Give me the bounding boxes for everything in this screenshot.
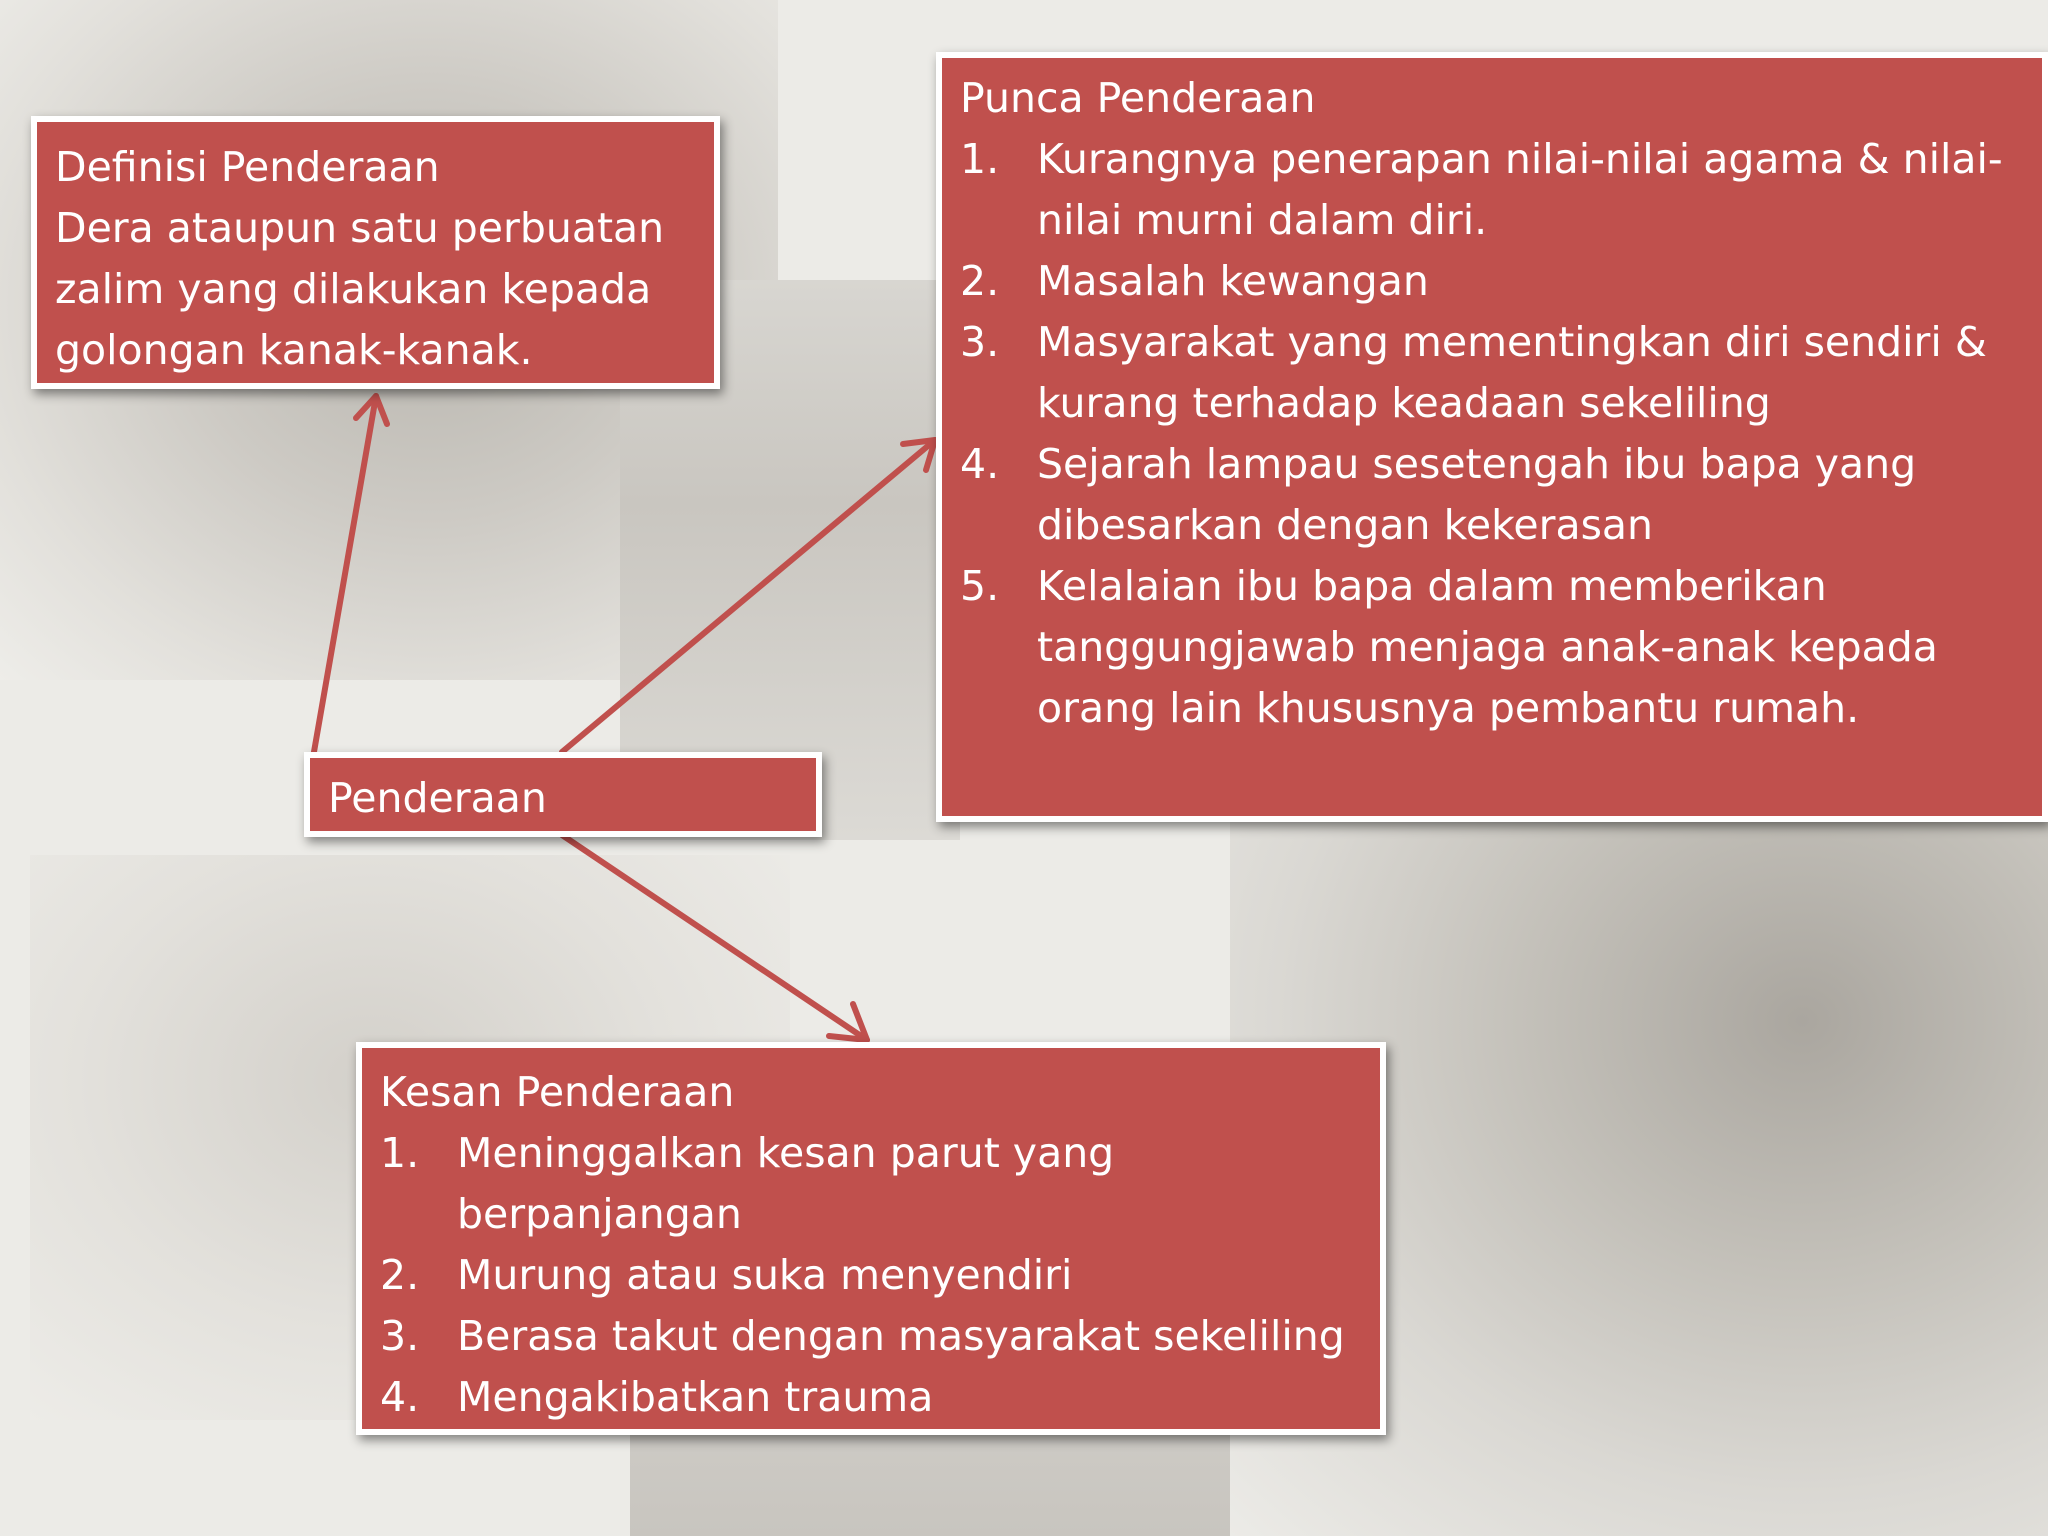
list-number: 1. xyxy=(380,1129,420,1177)
list-text: dibesarkan dengan kekerasan xyxy=(1037,501,1654,549)
list-text: Meninggalkan kesan parut yang xyxy=(457,1129,1115,1177)
list-text: Murung atau suka menyendiri xyxy=(457,1251,1073,1299)
list-number: 5. xyxy=(960,562,1000,610)
list-text: Sejarah lampau sesetengah ibu bapa yang xyxy=(1037,440,1917,488)
arrow-to-punca xyxy=(562,440,935,752)
list-item xyxy=(380,1367,1362,1428)
list-number: 3. xyxy=(960,318,1000,366)
punca-title: Punca Penderaan xyxy=(960,74,1316,122)
punca-list xyxy=(960,129,2024,739)
list-text: kurang terhadap keadaan sekeliling xyxy=(1037,379,1771,427)
kesan-box xyxy=(356,1042,1386,1435)
list-item xyxy=(960,251,2024,312)
list-text: orang lain khususnya pembantu rumah. xyxy=(1037,684,1860,732)
punca-box xyxy=(936,52,2048,822)
list-text: berpanjangan xyxy=(457,1190,742,1238)
arrow-to-kesan xyxy=(562,835,867,1040)
list-number: 4. xyxy=(380,1373,420,1421)
list-item xyxy=(380,1245,1362,1306)
list-text: nilai murni dalam diri. xyxy=(1037,196,1488,244)
list-number: 2. xyxy=(380,1251,420,1299)
list-item xyxy=(960,556,2024,739)
kesan-list xyxy=(380,1123,1362,1428)
definisi-line: zalim yang dilakukan kepada xyxy=(55,265,652,313)
center-label: Penderaan xyxy=(328,774,547,822)
list-item xyxy=(380,1306,1362,1367)
list-number: 3. xyxy=(380,1312,420,1360)
list-number: 1. xyxy=(960,135,1000,183)
penderaan-center-box xyxy=(304,752,822,837)
definisi-title: Definisi Penderaan xyxy=(55,143,440,191)
definisi-line: golongan kanak-kanak. xyxy=(55,326,533,374)
list-item xyxy=(960,434,2024,556)
list-number: 2. xyxy=(960,257,1000,305)
list-item xyxy=(380,1123,1362,1245)
list-text: Kurangnya penerapan nilai-nilai agama & nilai- xyxy=(1037,135,2003,183)
list-text: tanggungjawab menjaga anak-anak kepada xyxy=(1037,623,1938,671)
list-text: Masalah kewangan xyxy=(1037,257,1429,305)
kesan-title: Kesan Penderaan xyxy=(380,1068,735,1116)
list-item xyxy=(960,129,2024,251)
list-text: Kelalaian ibu bapa dalam memberikan xyxy=(1037,562,1827,610)
list-item xyxy=(960,312,2024,434)
definisi-box xyxy=(31,116,720,389)
arrow-to-definisi xyxy=(307,396,376,792)
list-number: 4. xyxy=(960,440,1000,488)
list-text: Mengakibatkan trauma xyxy=(457,1373,934,1421)
list-text: Masyarakat yang mementingkan diri sendiri & xyxy=(1037,318,1987,366)
list-text: Berasa takut dengan masyarakat sekeliling xyxy=(457,1312,1345,1360)
definisi-line: Dera ataupun satu perbuatan xyxy=(55,204,665,252)
